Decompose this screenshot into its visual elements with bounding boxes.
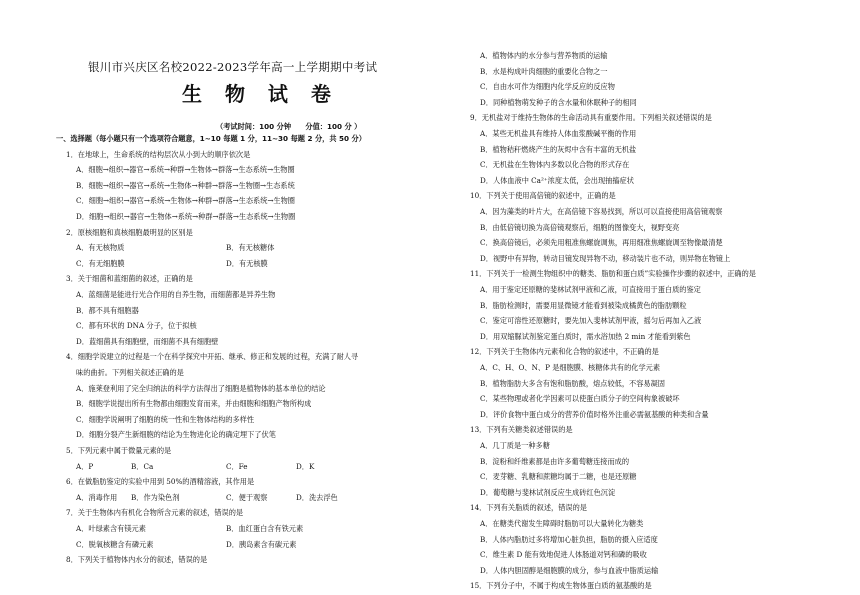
question-text: 14．下列有关脂质的叙述，错误的是	[470, 503, 587, 513]
option-text: B．水是构成叶肉细胞的重要化合物之一	[480, 66, 608, 76]
option-text: A．因为藻类的叶片大，在高倍镜下容易找到，所以可以直接使用高倍镜观察	[480, 207, 723, 216]
option-text: A．在糖类代谢发生障碍时脂肪可以大量转化为糖类	[480, 519, 644, 528]
question-text: 6．在做脂肪鉴定的实验中用到 50%的酒精溶液，其作用是	[66, 477, 255, 487]
option-text: C．脱氧核糖含有磷元素	[76, 539, 154, 549]
option-text: B．都不具有细胞器	[76, 305, 139, 315]
option-text: B．人体内脂肪过多将增加心脏负担，脂肪的摄入应适度	[480, 534, 658, 544]
subject-title: 生 物 试 卷	[182, 82, 339, 106]
question-text: 5．下列元素中属于微量元素的是	[66, 446, 172, 455]
option-text: 味的曲折。下列相关叙述正确的是	[76, 368, 184, 377]
option-text: B．Ca	[131, 461, 154, 471]
option-text: D．细胞→组织→器官→生物体→系统→种群→群落→生态系统→生物圈	[76, 212, 296, 221]
option-text: D．洗去浮色	[296, 492, 338, 502]
option-text: B．脂肪检测时，需要用显微镜才能看到被染成橘黄色的脂肪颗粒	[480, 300, 687, 310]
option-text: D．葡萄糖与斐林试剂反应生成砖红色沉淀	[480, 487, 616, 497]
option-text: D．K	[296, 461, 315, 471]
option-text: D．人体内胆固醇是细胞膜的成分，参与血液中脂质运输	[480, 565, 659, 575]
option-text: A．C、H、O、N、P 是细胞膜、核糖体共有的化学元素	[480, 363, 661, 372]
question-text: 1．在地球上，生命系统的结构层次从小到大的顺序依次是	[66, 149, 251, 159]
option-text: C．无机盐在生物体内多数以化合物的形式存在	[480, 160, 630, 170]
option-text: D．用双缩脲试剂鉴定蛋白质时，需水浴加热 2 min 才能看到紫色	[480, 331, 691, 341]
option-text: B．细胞→组织→器官→系统→生物体→种群→群落→生物圈→生态系统	[76, 180, 295, 190]
option-text: D．评价食物中蛋白成分的营养价值时格外注重必需氨基酸的种类和含量	[480, 409, 709, 419]
option-text: C．Fe	[226, 461, 248, 471]
option-text: B．作为染色剂	[131, 492, 180, 502]
question-text: 2．原核细胞和真核细胞最明显的区别是	[66, 227, 193, 237]
option-text: D．视野中有异物，转动目镜发现异物不动，移动装片也不动，则异物在物镜上	[480, 253, 731, 263]
option-text: C．有无细胞膜	[76, 258, 125, 268]
option-text: A．施莱登利用了完全归纳法的科学方法得出了细胞是植物体的基本单位的结论	[76, 383, 326, 393]
option-text: A．P	[76, 461, 94, 471]
option-text: A．蓝细菌是能进行光合作用的自养生物，而细菌都是异养生物	[76, 290, 276, 299]
option-text: C．鉴定可溶性还原糖时，要先加入斐林试剂甲液，摇匀后再加入乙液	[480, 316, 702, 326]
exam-title: 银川市兴庆区名校2022-2023学年高一上学期期中考试	[88, 60, 378, 74]
option-text: D．细胞分裂产生新细胞的结论为生物进化论的确定埋下了伏笔	[76, 430, 276, 440]
option-text: B．有无核糖体	[226, 243, 275, 253]
question-text: 7．关于生物体内有机化合物所含元素的叙述，错误的是	[66, 508, 244, 518]
question-text: 15．下列分子中，不属于构成生物体蛋白质的氨基酸的是	[470, 581, 652, 591]
option-text: C．自由水可作为细胞内化学反应的反应物	[480, 82, 615, 92]
option-text: C．麦芽糖、乳糖和蔗糖均属于二糖，也是还原糖	[480, 472, 637, 482]
option-text: A．细胞→组织→器官→系统→种群→生物体→群落→生态系统→生物圈	[76, 165, 295, 175]
option-text: C．维生素 D 能有效地促进人体肠道对钙和磷的吸收	[480, 550, 647, 560]
question-text: 10．下列关于使用高倍镜的叙述中，正确的是	[470, 191, 616, 201]
question-text: 11．下列关于一检测生物组织中的糖类、脂肪和蛋白质”实验操作步骤的叙述中，正确的是	[470, 269, 756, 279]
option-text: C．便于观察	[226, 492, 268, 502]
question-text: 12．下列关于生物体内元素和化合物的叙述中，不正确的是	[470, 347, 659, 357]
option-text: A．有无核物质	[76, 243, 125, 253]
option-text: C．某些物理或者化学因素可以使蛋白质分子的空间构象被破坏	[480, 394, 680, 404]
question-text: 3．关于细菌和蓝细菌的叙述，正确的是	[66, 274, 193, 284]
option-text: C．细胞学说阐明了细胞的统一性和生物体结构的多样性	[76, 414, 255, 424]
question-text: 8．下列关于植物体内水分的叙述，错误的是	[66, 555, 208, 565]
option-text: B．植物秸秆燃烧产生的灰烬中含有丰富的无机盐	[480, 144, 637, 154]
option-text: A．叶绿素含有镁元素	[76, 524, 146, 533]
option-text: B．由低倍镜切换为高倍镜观察后，细胞的图像变大，视野变亮	[480, 222, 680, 232]
option-text: D．同种植物萌发种子的含水量和休眠种子的相同	[480, 97, 637, 107]
question-text: 9．无机盐对于维持生物体的生命活动具有重要作用。下列相关叙述错误的是	[470, 113, 712, 123]
option-text: A．几丁质是一种多糖	[480, 441, 550, 450]
option-text: A．用于鉴定还原糖的斐林试剂甲液和乙液，可直接用于蛋白质的鉴定	[480, 285, 701, 294]
option-text: C．细胞→组织→器官→系统→生物体→种群→群落→生态系统→生物圈	[76, 196, 295, 206]
exam-meta: （考试时间：100 分钟 分值：100 分 ）	[216, 122, 362, 131]
section-heading: 一、选择题（每小题只有一个选项符合题意，1~10 每题 1 分，11~30 每题 2 分，共 50 分）	[56, 134, 366, 143]
question-text: 4．细胞学说建立的过程是一个在科学探究中开拓、继承、修正和发展的过程，充满了耐人寻	[66, 352, 359, 362]
option-text: C．换高倍镜后，必须先用粗准焦螺旋调焦，再用细准焦螺旋调至物像最清楚	[480, 238, 723, 248]
option-text: A．某些无机盐具有维持人体血浆酸碱平衡的作用	[480, 129, 637, 138]
option-text: D．蓝细菌具有细胞壁，而细菌不具有细胞壁	[76, 336, 219, 346]
option-text: B．血红蛋白含有铁元素	[226, 524, 304, 533]
option-text: A．消毒作用	[76, 492, 118, 502]
option-text: C．都有环状的 DNA 分子，位于拟核	[76, 321, 197, 331]
option-text: B．植物脂肪大多含有饱和脂肪酸，熔点较低，不容易凝固	[480, 378, 665, 388]
option-text: D．人体血液中 Ca²⁺浓度太低，会出现抽搐症状	[480, 175, 634, 185]
option-text: D．有无核膜	[226, 258, 268, 268]
question-text: 13．下列有关糖类叙述错误的是	[470, 425, 573, 435]
option-text: D．胰岛素含有碳元素	[226, 539, 297, 549]
option-text: B．淀粉和纤维素都是由许多葡萄糖连接而成的	[480, 456, 630, 466]
option-text: B．细胞学说提出所有生物都由细胞发育而来，并由细胞和细胞产物所构成	[76, 399, 312, 409]
option-text: A．植物体内的水分参与营养物质的运输	[480, 51, 608, 60]
